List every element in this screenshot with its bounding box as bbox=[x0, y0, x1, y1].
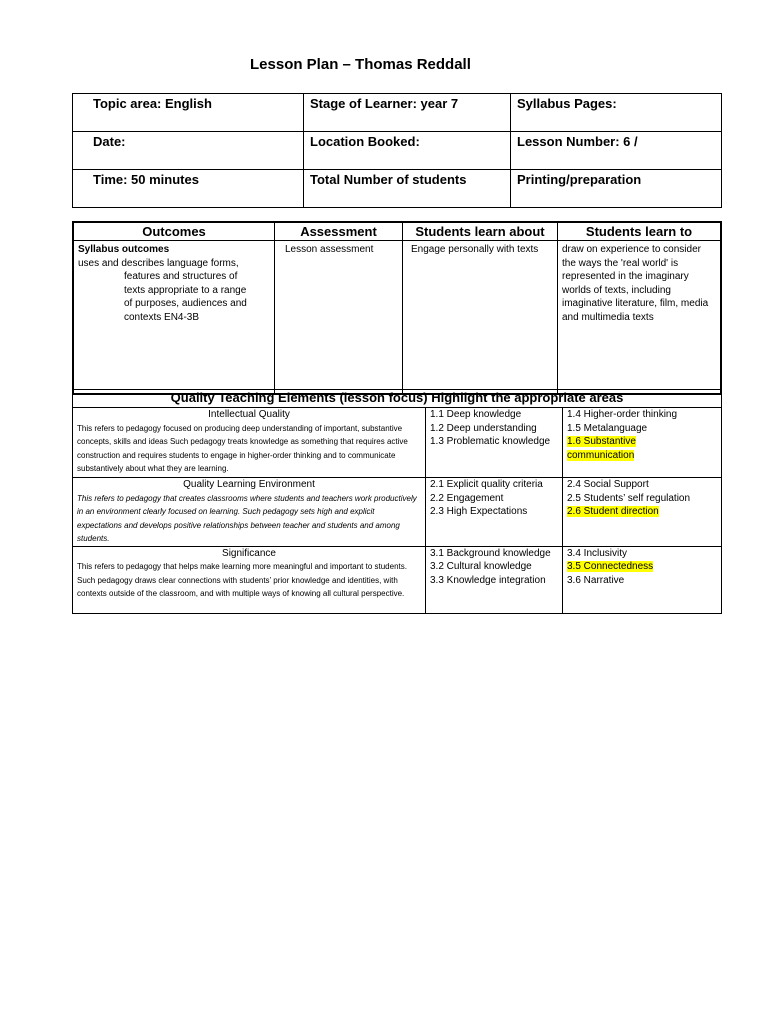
highlighted-element-item: 3.5 Connectedness bbox=[567, 561, 654, 572]
time-cell: Time: 50 minutes bbox=[73, 170, 304, 208]
element-item: 3.3 Knowledge integration bbox=[430, 574, 546, 586]
element-list-cell bbox=[426, 478, 563, 547]
assessment-cell: Lesson assessment bbox=[275, 241, 403, 395]
learn-to-header: Students learn to bbox=[558, 222, 722, 241]
element-list-cell bbox=[563, 478, 722, 547]
outcome-line: uses and describes language forms, bbox=[78, 257, 239, 269]
outcome-line: contexts EN4-3B bbox=[124, 311, 200, 323]
learn-to-cell: draw on experience to consider the ways the 'real world' is represented in the imaginary worlds of texts, including imaginative literature, film, media and multimedia texts bbox=[558, 241, 722, 395]
element-description-cell bbox=[73, 478, 426, 547]
element-description: This refers to pedagogy that creates classrooms where students and teachers work productively in an environment clearly focused on learning. Such pedagogy sets high and explicit expectations and develops positive relationships between teacher and students and among students. bbox=[77, 493, 417, 543]
element-item: 2.1 Explicit quality criteria bbox=[430, 479, 543, 490]
element-item: 1.4 Higher-order thinking bbox=[567, 409, 678, 420]
element-description: This refers to pedagogy that helps make learning more meaningful and important to students. Such pedagogy draws clear connections with students’ prior knowledge and identities, with contexts outside of the classroom, and with multiple ways of knowing all cultural perspective. bbox=[77, 562, 407, 598]
learn-about-header: Students learn about bbox=[403, 222, 558, 241]
element-item: 2.2 Engagement bbox=[430, 492, 504, 504]
highlighted-element-item: 2.6 Student direction bbox=[567, 506, 659, 517]
element-name: Significance bbox=[222, 547, 276, 559]
table-header-row bbox=[73, 222, 721, 241]
element-list-cell bbox=[563, 408, 722, 478]
total-students-cell: Total Number of students bbox=[304, 170, 511, 208]
table-header-row bbox=[73, 390, 722, 408]
qte-header: Quality Teaching Elements (lesson focus) Highlight the appropriate areas bbox=[73, 390, 722, 408]
table-row bbox=[73, 132, 722, 170]
topic-area-cell: Topic area: English bbox=[73, 94, 304, 132]
element-item: 3.4 Inclusivity bbox=[567, 547, 628, 559]
location-cell: Location Booked: bbox=[304, 132, 511, 170]
element-list-cell bbox=[426, 408, 563, 478]
element-item: 2.3 High Expectations bbox=[430, 506, 528, 517]
table-row bbox=[73, 408, 722, 478]
element-list-cell bbox=[563, 546, 722, 613]
element-item: 3.6 Narrative bbox=[567, 574, 625, 586]
table-row bbox=[73, 478, 722, 547]
outcome-line: texts appropriate to a range bbox=[124, 284, 247, 296]
learn-about-cell: Engage personally with texts bbox=[403, 241, 558, 395]
printing-cell: Printing/preparation bbox=[511, 170, 722, 208]
element-item: 3.2 Cultural knowledge bbox=[430, 561, 532, 572]
stage-cell: Stage of Learner: year 7 bbox=[304, 94, 511, 132]
element-item: 1.2 Deep understanding bbox=[430, 422, 537, 434]
assessment-header: Assessment bbox=[275, 222, 403, 241]
table-row bbox=[73, 94, 722, 132]
element-description-cell bbox=[73, 546, 426, 613]
table-row bbox=[73, 241, 721, 395]
element-description-cell bbox=[73, 408, 426, 478]
element-list-cell bbox=[426, 546, 563, 613]
syllabus-pages-cell: Syllabus Pages: bbox=[511, 94, 722, 132]
syllabus-outcomes-label: Syllabus outcomes bbox=[78, 244, 170, 255]
element-item: 1.3 Problematic knowledge bbox=[430, 436, 551, 447]
lesson-number-cell: Lesson Number: 6 / bbox=[511, 132, 722, 170]
date-cell: Date: bbox=[73, 132, 304, 170]
element-description: This refers to pedagogy focused on producing deep understanding of important, substantive concepts, skills and ideas Such pedagogy treats knowledge as something that requires active construction and requires students to engage in higher-order thinking and to communicate substantively about what they are learning. bbox=[77, 423, 408, 473]
element-name: Intellectual Quality bbox=[208, 409, 290, 420]
element-name: Quality Learning Environment bbox=[183, 479, 315, 490]
element-item: 2.5 Students’ self regulation bbox=[567, 492, 691, 504]
element-item: 3.1 Background knowledge bbox=[430, 547, 551, 559]
table-row bbox=[73, 546, 722, 613]
table-row bbox=[73, 170, 722, 208]
outcomes-table bbox=[72, 221, 722, 395]
quality-teaching-table bbox=[72, 389, 722, 614]
element-item: 1.5 Metalanguage bbox=[567, 422, 648, 434]
outcome-line: of purposes, audiences and bbox=[124, 298, 247, 309]
outcomes-cell bbox=[73, 241, 275, 395]
highlighted-element-item: 1.6 Substantive communication bbox=[567, 436, 636, 461]
element-item: 2.4 Social Support bbox=[567, 479, 649, 490]
lesson-info-table bbox=[72, 93, 722, 208]
outcome-line: features and structures of bbox=[124, 271, 238, 282]
outcomes-header: Outcomes bbox=[73, 222, 275, 241]
page-title: Lesson Plan – Thomas Reddall bbox=[250, 56, 471, 73]
element-item: 1.1 Deep knowledge bbox=[430, 409, 522, 420]
